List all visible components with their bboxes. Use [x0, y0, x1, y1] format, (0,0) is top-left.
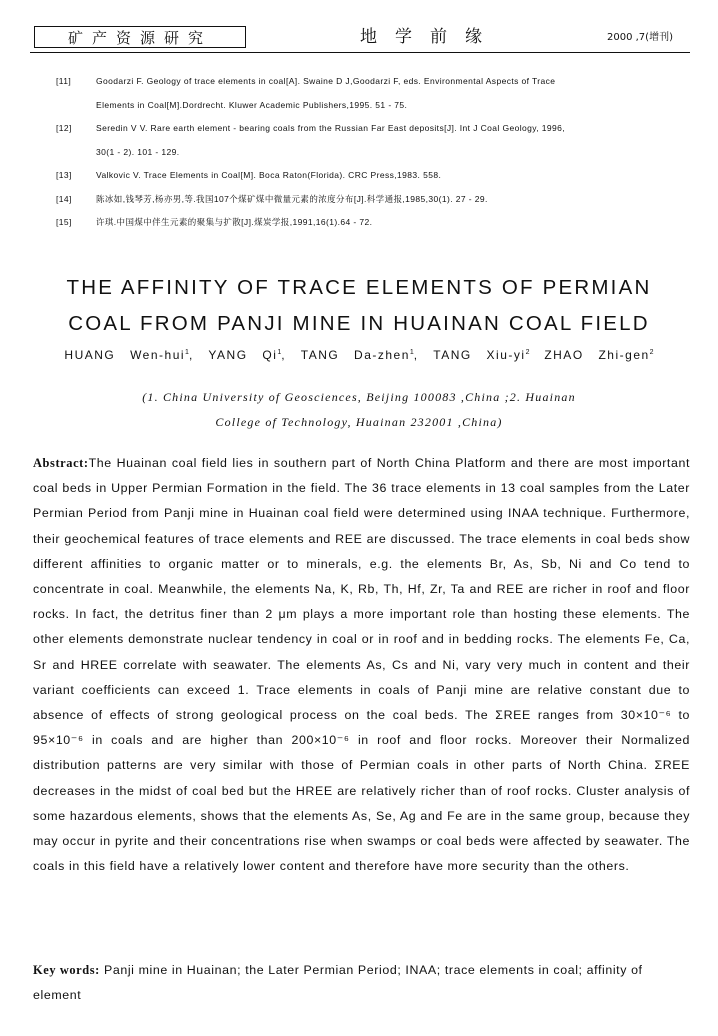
page-header	[0, 26, 718, 52]
author-name: ZHAO Zhi-gen$^2$	[544, 348, 654, 362]
keywords-label: Key words:	[33, 963, 100, 977]
reference-text-continued: 30(1 - 2). 101 - 129.	[96, 146, 180, 157]
reference-item	[56, 117, 696, 164]
title-line-1: THE AFFINITY OF TRACE ELEMENTS OF PERMIAN	[66, 276, 652, 299]
author-name: YANG Qi$^1$,	[208, 348, 287, 362]
reference-number: [14]	[56, 193, 72, 204]
reference-list	[56, 70, 696, 235]
reference-number: [11]	[56, 76, 72, 86]
author-name: HUANG Wen-hui$^1$,	[64, 348, 194, 362]
reference-item	[56, 211, 696, 235]
title-line-2: COAL FROM PANJI MINE IN HUAINAN COAL FIELD	[68, 312, 650, 335]
reference-text: Seredin V V. Rare earth element - bearing coals from the Russian Far East deposits[J]. Int J Coal Geology, 1996,	[96, 123, 566, 133]
reference-item	[56, 70, 696, 117]
reference-number: [15]	[56, 217, 72, 227]
affiliation	[0, 385, 718, 435]
journal-section-box: 矿产资源研究	[34, 26, 246, 48]
reference-text: 许琪.中国煤中伴生元素的聚集与扩散[J].煤炭学报,1991,16(1).64 - 72.	[96, 217, 373, 227]
keywords	[33, 958, 690, 1008]
reference-text-continued: Elements in Coal[M].Dordrecht. Kluwer Academic Publishers,1995. 51 - 75.	[96, 99, 408, 110]
reference-item	[56, 164, 696, 188]
author-name: TANG Da-zhen$^1$,	[300, 348, 419, 362]
abstract-label: Abstract:	[33, 456, 89, 470]
abstract	[33, 451, 690, 879]
abstract-text: The Huainan coal field lies in southern part of North China Platform and there are most important coal beds in Upper Permian Formation in the field. The 36 trace elements in 13 coal samples from the Later Permian Period from Panji mine in Huainan coal field were determined using INAA technique. Furthermore, their geochemical features of trace elements and REE are discussed. The trace elements in coal beds show different affinities to organic matter or to minerals, e.g. the elements Br, As, Sb, Ni and Co tend to concentrate in coal. Meanwhile, the elements Na, K, Rb, Th, Hf, Zr, Ta and REE are richer in roof and floor rocks. In fact, the detritus finer than 2 μm plays a more important role than hosting these elements. The other elements demonstrate nuclear tendency in coal or in roof and in bedding rocks. The elements Fe, Ca, Sr and HREE correlate with seawater. The elements As, Cs and Ni, vary very much in content and their variant coefficients can exceed 1. Trace elements in coals of Panji mine are relative constant due to absence of effects of strong geological process on the coal beds. The ΣREE ranges from 30×10⁻⁶ to 95×10⁻⁶ in coals and are higher than 200×10⁻⁶ in roof and floor rocks. Moreover their Normalized distribution patterns are very similar with those of Permian coals in other parts of North China. ΣREE decreases in the midst of coal bed but the HREE are relatively richer than of roof rocks. Cluster analysis of some hazardous elements, shows that the elements As, Se, Ag and Fe are in the same group, because they may occur in pyrite and their concentrations rise when swamps or coal beds were affected by seawater. The coals in this field have a relatively lower content and therefore have more security than the others.	[33, 456, 690, 874]
reference-number: [13]	[56, 170, 72, 180]
reference-text: 陈冰如,钱琴芳,杨亦男,等.我国107个煤矿煤中微量元素的浓度分布[J].科学通报,1985,30(1). 27 - 29.	[96, 193, 488, 204]
issue-info: 2000 ,7(增刊)	[607, 32, 673, 43]
author-name: TANG Xiu-$yi^2$	[433, 348, 530, 362]
author-list	[0, 348, 718, 362]
header-rule	[30, 52, 690, 53]
keywords-text: Panji mine in Huainan; the Later Permian Period; INAA; trace elements in coal; affinity of element	[33, 963, 643, 1003]
affiliation-line-2: College of Technology, Huainan 232001 ,China)	[215, 415, 503, 429]
reference-text: Valkovic V. Trace Elements in Coal[M]. Boca Raton(Florida). CRC Press,1983. 558.	[96, 170, 442, 180]
paper-title	[0, 270, 718, 342]
affiliation-line-1: (1. China University of Geosciences, Beijing 100083 ,China ;2. Huainan	[142, 390, 576, 404]
reference-text: Goodarzi F. Geology of trace elements in coal[A]. Swaine D J,Goodarzi F, eds. Environmental Aspects of Trace	[96, 76, 556, 86]
reference-item	[56, 188, 696, 212]
journal-name: 地学前缘	[360, 27, 500, 47]
reference-number: [12]	[56, 123, 72, 133]
